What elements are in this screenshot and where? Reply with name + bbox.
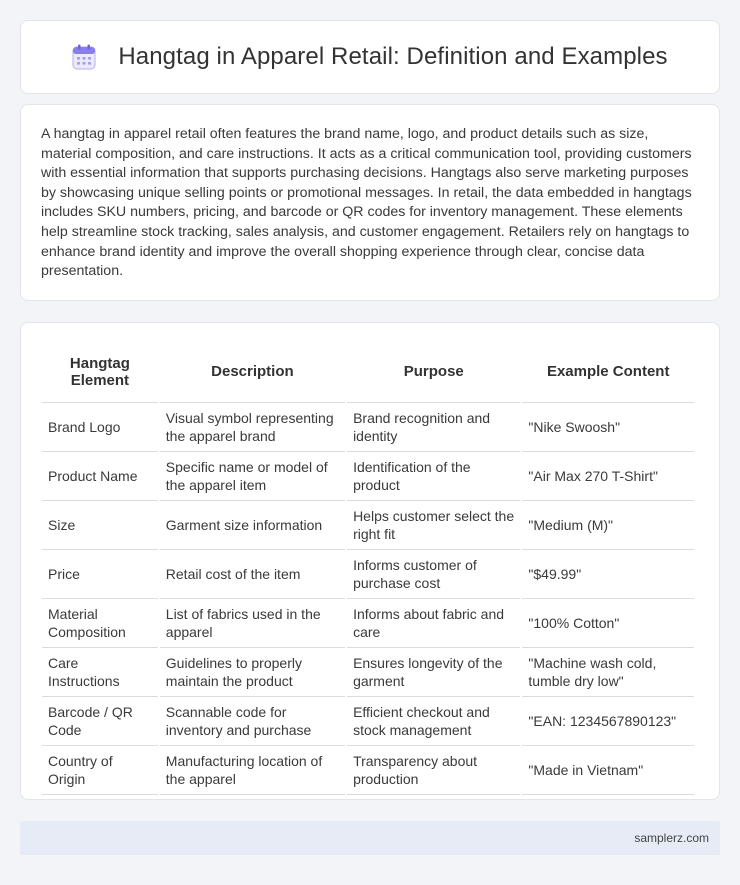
table-cell: "Nike Swoosh": [522, 403, 694, 452]
table-row: [42, 452, 694, 501]
table-cell: "100% Cotton": [522, 599, 694, 648]
intro-card: [20, 104, 720, 301]
table-cell: List of fabrics used in the apparel: [160, 599, 345, 648]
calendar-icon: [72, 44, 96, 70]
table-row: [42, 501, 694, 550]
table-cell: Brand Logo: [42, 403, 158, 452]
table-cell: "Machine wash cold, tumble dry low": [522, 648, 694, 697]
table-cell: Care Instructions: [42, 648, 158, 697]
table-header-row: [42, 341, 694, 403]
table-cell: Efficient checkout and stock management: [347, 697, 520, 746]
table-cell: "Medium (M)": [522, 501, 694, 550]
table-cell: Retail cost of the item: [160, 550, 345, 599]
footer-site-link[interactable]: samplerz.com: [634, 831, 709, 845]
table-row: [42, 697, 694, 746]
table-cell: Material Composition: [42, 599, 158, 648]
table-cell: "EAN: 1234567890123": [522, 697, 694, 746]
table-cell: Visual symbol representing the apparel brand: [160, 403, 345, 452]
table-cell: Garment size information: [160, 501, 345, 550]
table-cell: Country of Origin: [42, 746, 158, 795]
intro-paragraph: A hangtag in apparel retail often features the brand name, logo, and product details such as size, material composition, and care instructions. It acts as a critical communication tool, providing customers with essential information that supports purchasing decisions. Hangtags also serve marketing purposes by showcasing unique selling points or promotional messages. In retail, the data embedded in hangtags includes SKU numbers, pricing, and barcode or QR codes for inventory management. These elements help streamline stock tracking, sales analysis, and customer engagement. Retailers rely on hangtags to enhance brand identity and improve the overall shopping experience through clear, concise data presentation.: [41, 126, 692, 280]
table-cell: "$49.99": [522, 550, 694, 599]
table-row: [42, 746, 694, 795]
column-header: Purpose: [347, 341, 520, 403]
table-row: [42, 550, 694, 599]
table-row: [42, 648, 694, 697]
table-cell: Informs customer of purchase cost: [347, 550, 520, 599]
table-cell: Size: [42, 501, 158, 550]
table-cell: Informs about fabric and care: [347, 599, 520, 648]
table-cell: Identification of the product: [347, 452, 520, 501]
table-cell: Specific name or model of the apparel item: [160, 452, 345, 501]
hangtag-table: [40, 341, 696, 795]
table-cell: Ensures longevity of the garment: [347, 648, 520, 697]
column-header: Example Content: [522, 341, 694, 403]
column-header: Description: [160, 341, 345, 403]
table-cell: "Air Max 270 T-Shirt": [522, 452, 694, 501]
table-row: [42, 599, 694, 648]
footer: [20, 821, 720, 855]
table-cell: Transparency about production: [347, 746, 520, 795]
header-card: [20, 20, 720, 94]
table-cell: Helps customer select the right fit: [347, 501, 520, 550]
table-cell: Manufacturing location of the apparel: [160, 746, 345, 795]
table-cell: "Made in Vietnam": [522, 746, 694, 795]
table-card: [20, 322, 720, 800]
table-cell: Price: [42, 550, 158, 599]
table-cell: Brand recognition and identity: [347, 403, 520, 452]
column-header: Hangtag Element: [42, 341, 158, 403]
table-row: [42, 403, 694, 452]
table-cell: Barcode / QR Code: [42, 697, 158, 746]
table-cell: Guidelines to properly maintain the product: [160, 648, 345, 697]
page-title: Hangtag in Apparel Retail: Definition and Examples: [118, 43, 668, 70]
table-cell: Product Name: [42, 452, 158, 501]
table-cell: Scannable code for inventory and purchase: [160, 697, 345, 746]
